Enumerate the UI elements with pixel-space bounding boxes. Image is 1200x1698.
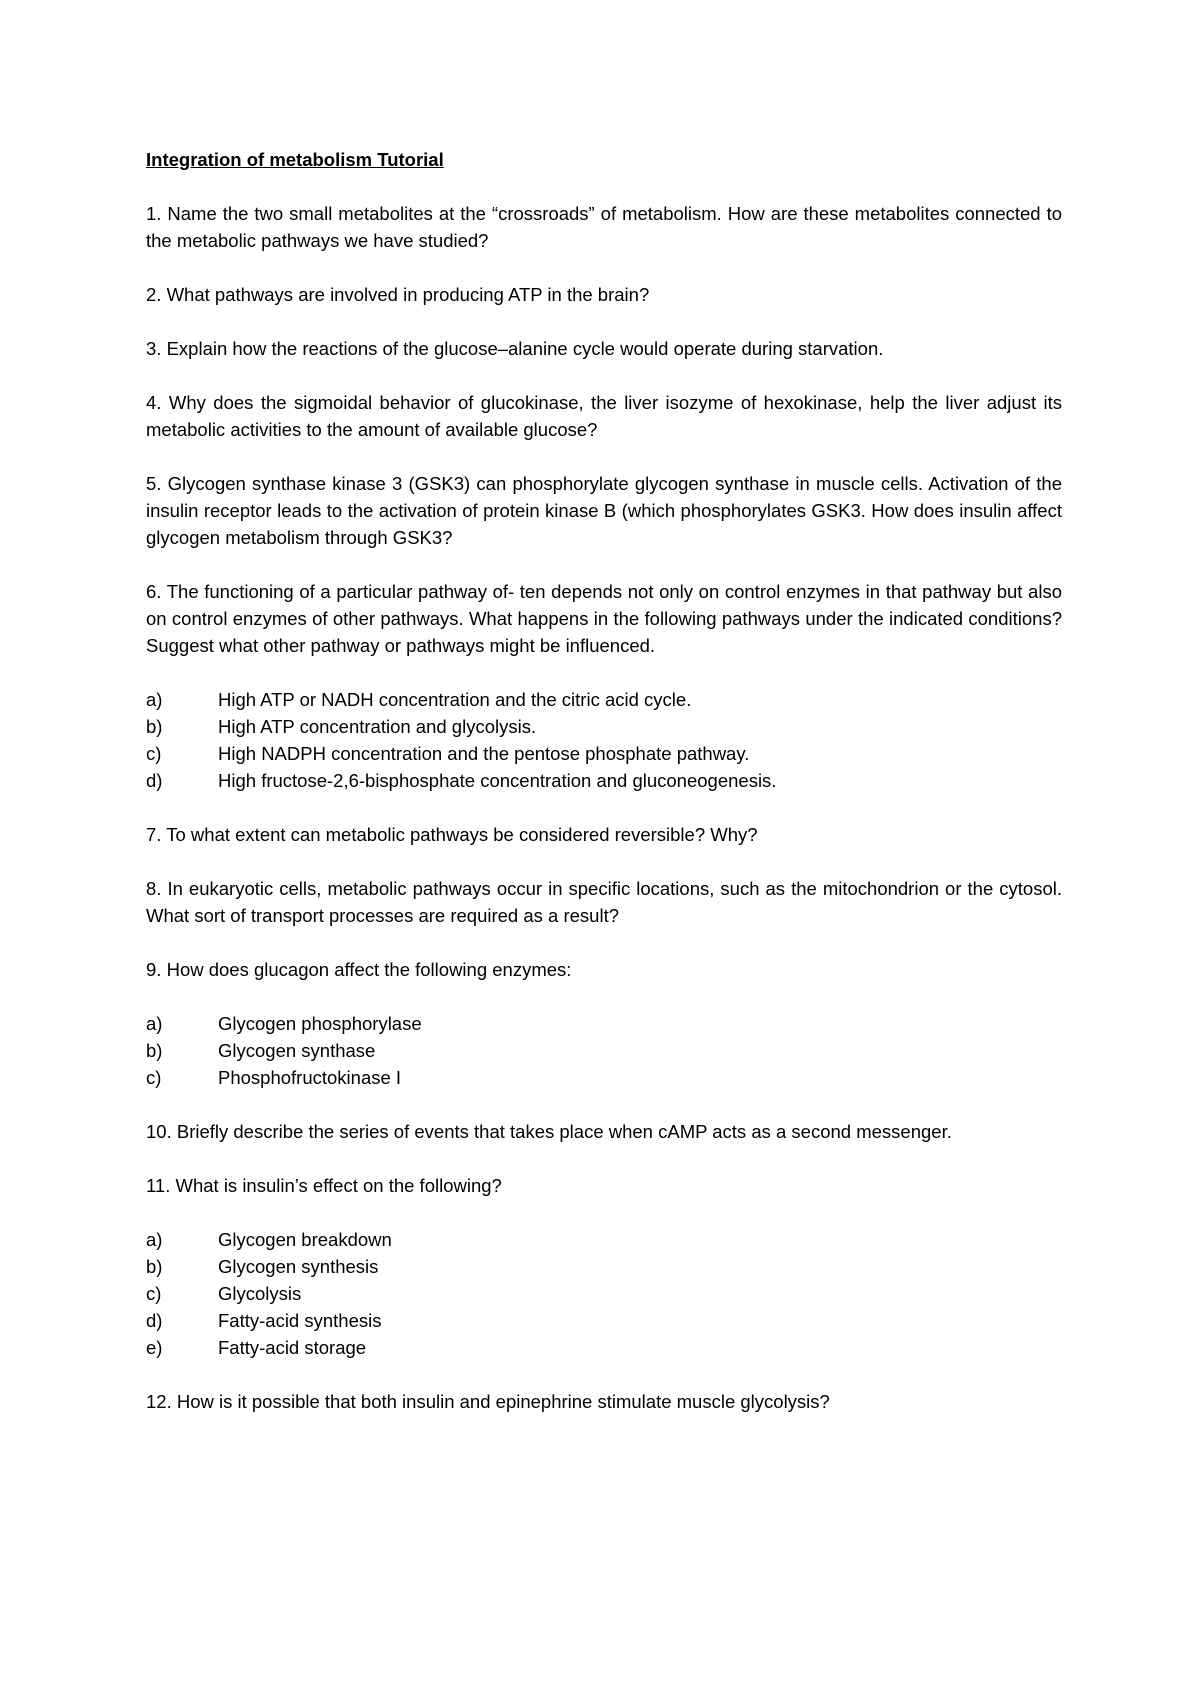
question-number: 8. (146, 878, 162, 899)
list-item (146, 686, 1062, 713)
list-item (146, 1010, 1062, 1037)
list-item-letter: b) (146, 1256, 163, 1277)
list-item-letter: b) (146, 1040, 163, 1061)
list-item-text: High NADPH concentration and the pentose phosphate pathway. (218, 743, 750, 764)
question-number: 5. (146, 473, 162, 494)
list-item-text: Fatty-acid synthesis (218, 1310, 382, 1331)
list-item-letter: e) (146, 1337, 163, 1358)
question-text: How is it possible that both insulin and epinephrine stimulate muscle glycolysis? (176, 1391, 830, 1412)
question-text: What pathways are involved in producing ATP in the brain? (166, 284, 650, 305)
question-5 (146, 470, 1062, 551)
question-number: 7. (146, 824, 162, 845)
list-item (146, 767, 1062, 794)
question-6 (146, 578, 1062, 659)
list-item-letter: a) (146, 1013, 163, 1034)
list-item-text: Fatty-acid storage (218, 1337, 367, 1358)
question-number: 1. (146, 203, 162, 224)
question-text: Name the two small metabolites at the “crossroads” of metabolism. How are these metabolites connected to the metabolic pathways we have studied? (146, 203, 1062, 251)
list-item-letter: c) (146, 1283, 162, 1304)
list-item-text: Glycogen breakdown (218, 1229, 392, 1250)
list-item (146, 1280, 1062, 1307)
list-item-text: Phosphofructokinase I (218, 1067, 402, 1088)
question-text: Explain how the reactions of the glucose–alanine cycle would operate during starvation. (166, 338, 884, 359)
list-item-text: Glycogen synthesis (218, 1256, 379, 1277)
list-item-letter: a) (146, 689, 163, 710)
list-item-letter: b) (146, 716, 163, 737)
question-number: 12. (146, 1391, 172, 1412)
question-number: 9. (146, 959, 162, 980)
question-3 (146, 335, 1062, 362)
question-9-sublist (146, 1010, 1062, 1091)
question-text: Why does the sigmoidal behavior of glucokinase, the liver isozyme of hexokinase, help the liver adjust its metabolic activities to the amount of available glucose? (146, 392, 1063, 440)
question-text: The functioning of a particular pathway of- ten depends not only on control enzymes in that pathway but also on control enzymes of other pathways. What happens in the following pathways under the indicated conditions? Suggest what other pathway or pathways might be influenced. (146, 581, 1062, 656)
list-item (146, 1064, 1062, 1091)
question-1 (146, 200, 1062, 254)
question-2 (146, 281, 1062, 308)
question-text: To what extent can metabolic pathways be considered reversible? Why? (166, 824, 758, 845)
list-item-text: Glycogen synthase (218, 1040, 376, 1061)
list-item-text: Glycogen phosphorylase (218, 1013, 422, 1034)
list-item-text: High ATP concentration and glycolysis. (218, 716, 537, 737)
document-page (146, 146, 1062, 1442)
question-4 (146, 389, 1062, 443)
list-item (146, 713, 1062, 740)
question-8 (146, 875, 1062, 929)
question-text: How does glucagon affect the following enzymes: (166, 959, 572, 980)
question-9 (146, 956, 1062, 983)
question-number: 4. (146, 392, 162, 413)
question-6-sublist (146, 686, 1062, 794)
list-item (146, 740, 1062, 767)
question-text: In eukaryotic cells, metabolic pathways occur in specific locations, such as the mitochondrion or the cytosol. What sort of transport processes are required as a result? (146, 878, 1062, 926)
document-title: Integration of metabolism Tutorial (146, 149, 444, 170)
list-item-letter: c) (146, 743, 162, 764)
list-item-letter: a) (146, 1229, 163, 1250)
list-item (146, 1253, 1062, 1280)
question-number: 6. (146, 581, 162, 602)
question-text: What is insulin’s effect on the following? (175, 1175, 502, 1196)
question-11 (146, 1172, 1062, 1199)
list-item (146, 1307, 1062, 1334)
question-11-sublist (146, 1226, 1062, 1361)
question-12 (146, 1388, 1062, 1415)
question-text: Briefly describe the series of events that takes place when cAMP acts as a second messenger. (176, 1121, 952, 1142)
question-number: 3. (146, 338, 162, 359)
list-item-text: Glycolysis (218, 1283, 302, 1304)
list-item (146, 1334, 1062, 1361)
list-item-letter: d) (146, 1310, 163, 1331)
question-number: 10. (146, 1121, 172, 1142)
list-item-letter: c) (146, 1067, 162, 1088)
question-7 (146, 821, 1062, 848)
list-item (146, 1226, 1062, 1253)
question-number: 2. (146, 284, 162, 305)
list-item-text: High ATP or NADH concentration and the citric acid cycle. (218, 689, 692, 710)
question-number: 11. (146, 1175, 171, 1196)
question-10 (146, 1118, 1062, 1145)
list-item (146, 1037, 1062, 1064)
question-text: Glycogen synthase kinase 3 (GSK3) can phosphorylate glycogen synthase in muscle cells. Activation of the insulin receptor leads to the activation of protein kinase B (which phosphorylates GSK3. How does insulin affect glycogen metabolism through GSK3? (146, 473, 1063, 548)
list-item-letter: d) (146, 770, 163, 791)
list-item-text: High fructose-2,6-bisphosphate concentration and gluconeogenesis. (218, 770, 777, 791)
